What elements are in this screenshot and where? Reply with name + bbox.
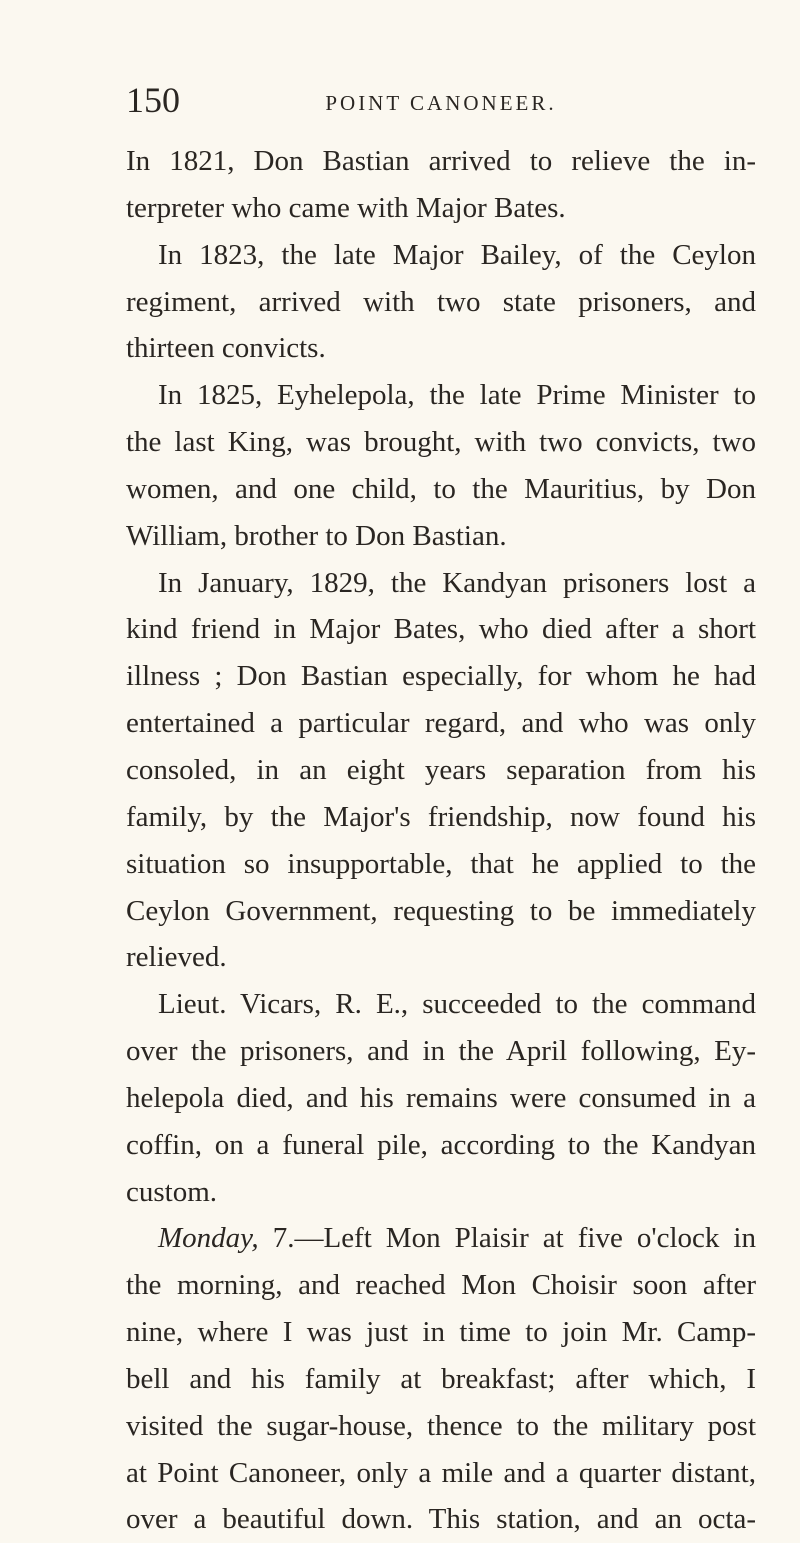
text-line: In 1823, the late Major Bailey, of the Ceylon xyxy=(158,238,756,271)
text-line: consoled, in an eight years separation from his xyxy=(126,753,756,786)
text-line: women, and one child, to the Mauritius, by Don xyxy=(126,472,756,505)
text-line: illness ; Don Bastian especially, for whom he had xyxy=(126,660,756,693)
page-header xyxy=(126,80,756,124)
text-line: visited the sugar-house, thence to the military post xyxy=(126,1409,756,1442)
page-number: 150 xyxy=(126,80,180,120)
text-line: regiment, arrived with two state prisoners, and xyxy=(126,285,756,318)
text-line: terpreter who came with Major Bates. xyxy=(126,191,566,224)
text-line: over the prisoners, and in the April following, Ey- xyxy=(126,1035,756,1068)
text-line: family, by the Major's friendship, now found his xyxy=(126,800,756,833)
text-line: the last King, was brought, with two convicts, two xyxy=(126,426,756,459)
text-line: bell and his family at breakfast; after which, I xyxy=(126,1362,756,1395)
italic-day: Monday, xyxy=(158,1222,259,1255)
text-line: entertained a particular regard, and who was only xyxy=(126,707,756,740)
text-line: In January, 1829, the Kandyan prisoners lost a xyxy=(158,566,756,599)
text-line: Ceylon Government, requesting to be immediately xyxy=(126,894,756,927)
text-line: the morning, and reached Mon Choisir soon after xyxy=(126,1269,756,1302)
text-line: Lieut. Vicars, R. E., succeeded to the command xyxy=(158,988,756,1021)
text-line: custom. xyxy=(126,1175,218,1208)
text-line: In 1825, Eyhelepola, the late Prime Minister to xyxy=(158,379,756,412)
text-line: coffin, on a funeral pile, according to the Kandyan xyxy=(126,1128,756,1161)
text-line: Monday, 7.—Left Mon Plaisir at five o'clock in xyxy=(158,1222,756,1255)
text-line: over a beautiful down. This station, and an octa- xyxy=(126,1503,756,1536)
text-line: thirteen convicts. xyxy=(126,332,326,365)
body-text xyxy=(126,138,756,1543)
text-line: at Point Canoneer, only a mile and a quarter distant, xyxy=(126,1456,756,1489)
text-line: kind friend in Major Bates, who died after a short xyxy=(126,613,756,646)
text-line: In 1821, Don Bastian arrived to relieve the in- xyxy=(126,145,756,177)
text-line: relieved. xyxy=(126,941,227,974)
running-head: POINT CANONEER. xyxy=(325,91,557,115)
text-line: helepola died, and his remains were consumed in a xyxy=(126,1081,756,1114)
text-line: situation so insupportable, that he applied to the xyxy=(126,847,756,880)
text-line: nine, where I was just in time to join Mr. Camp- xyxy=(126,1316,756,1349)
text-line: William, brother to Don Bastian. xyxy=(126,519,507,552)
